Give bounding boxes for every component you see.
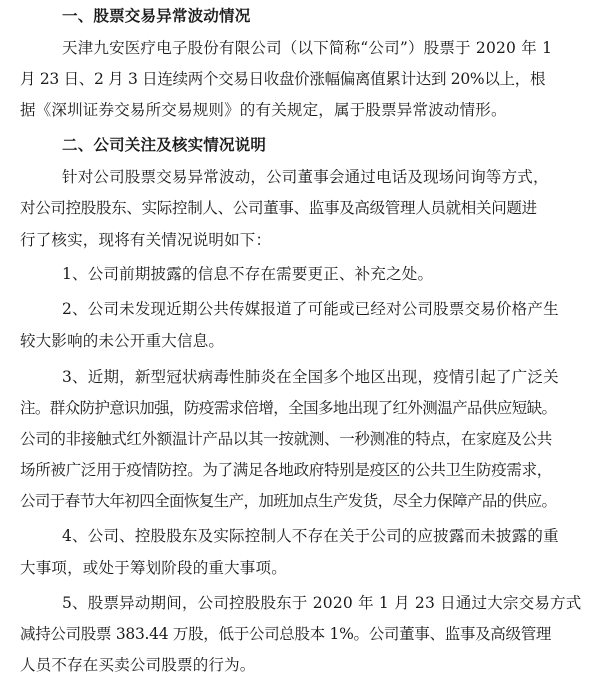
item3-line: 3、近期，新型冠状病毒性肺炎在全国多个地区出现，疫情引起了广泛关 — [62, 368, 559, 386]
item3-line: 公司于春节大年初四全面恢复生产，加班加点生产发货，尽全力保障产品的供应。 — [20, 492, 557, 510]
section1-paragraph-line: 天津九安医疗电子股份有限公司（以下简称“公司”）股票于 2020 年 1 — [62, 39, 553, 57]
item3-line: 场所被广泛用于疫情防控。为了满足各地政府特别是疫区的公共卫生防疫需求， — [20, 461, 553, 479]
section1-paragraph-line: 据《深圳证券交易所交易规则》的有关规定，属于股票异常波动情形。 — [20, 101, 507, 119]
section2-intro-line: 针对公司股票交易异常波动，公司董事会通过电话及现场问询等方式， — [62, 168, 549, 186]
section1-paragraph-line: 月 23 日、2 月 3 日连续两个交易日收盘价涨幅偏离值累计达到 20%以上，根 — [20, 70, 546, 88]
item2-line: 2、公司未发现近期公共传媒报道了可能或已经对公司股票交易价格产生 — [62, 300, 559, 318]
item4-line: 4、公司、控股股东及实际控制人不存在关于公司的应披露而未披露的重 — [62, 527, 559, 545]
item4-line: 大事项，或处于筹划阶段的重大事项。 — [20, 559, 287, 577]
section1-heading: 一、股票交易异常波动情况 — [62, 7, 251, 25]
section2-intro-line: 对公司控股股东、实际控制人、公司董事、监事及高级管理人员就相关问题进 — [20, 199, 537, 217]
item5-line: 5、股票异动期间，公司控股股东于 2020 年 1 月 23 日通过大宗交易方式 — [62, 594, 582, 612]
section2-intro-line: 行了核实，现将有关情况说明如下： — [20, 231, 272, 249]
section2-heading: 二、公司关注及核实情况说明 — [62, 136, 267, 154]
item1-line: 1、公司前期披露的信息不存在需要更正、补充之处。 — [62, 265, 434, 283]
item2-line: 较大影响的未公开重大信息。 — [20, 332, 225, 350]
item5-line: 减持公司股票 383.44 万股，低于公司总股本 1%。公司董事、监事及高级管理 — [20, 625, 552, 643]
item3-line: 注。群众防护意识加强，防疫需求倍增，全国多地出现了红外测温产品供应短缺。 — [20, 399, 557, 417]
item5-line: 人员不存在买卖公司股票的行为。 — [20, 656, 256, 674]
item3-line: 公司的非接触式红外额温计产品以其一按就测、一秒测准的特点，在家庭及公共 — [20, 430, 553, 448]
